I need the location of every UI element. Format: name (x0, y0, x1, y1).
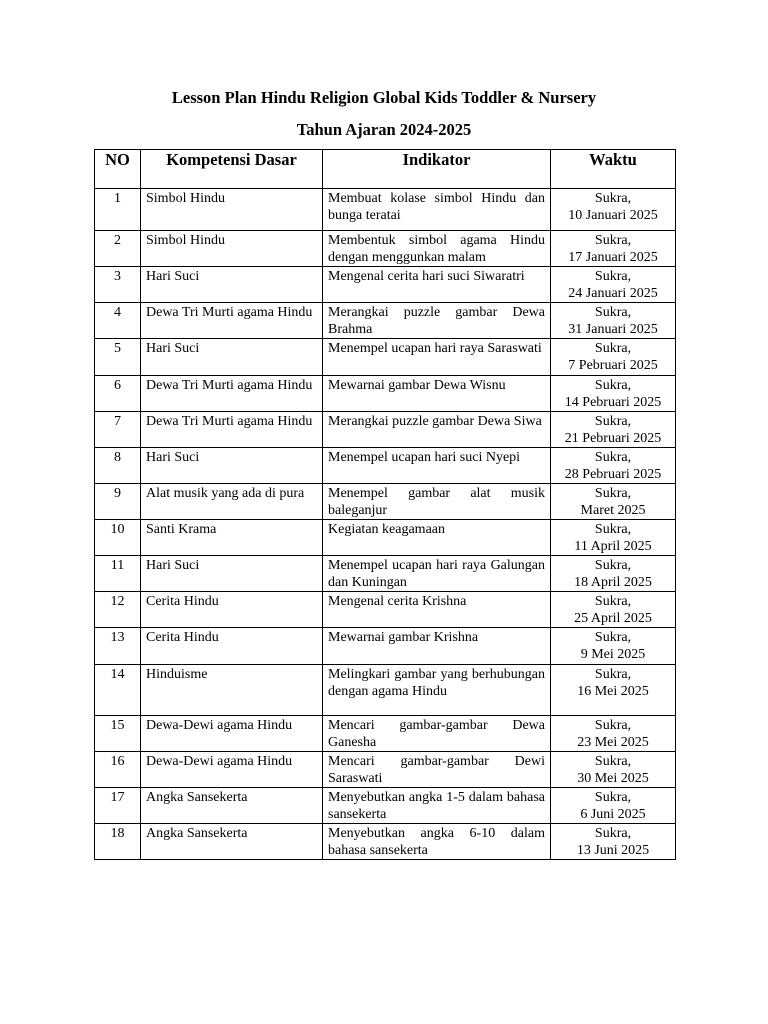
waktu-hari: Sukra, (594, 269, 632, 284)
waktu-hari: Sukra, (594, 594, 632, 609)
cell-no: 7 (95, 412, 141, 448)
cell-no: 2 (95, 231, 141, 267)
cell-no: 3 (95, 267, 141, 303)
table-row (95, 412, 676, 448)
waktu-hari: Sukra, (594, 754, 632, 769)
cell-waktu (551, 303, 676, 339)
table-row (95, 788, 676, 824)
waktu-hari: Sukra, (594, 558, 632, 573)
document-subtitle: Tahun Ajaran 2024-2025 (296, 120, 472, 139)
cell-indikator: Menempel gambar alat musik baleganjur (323, 484, 551, 520)
cell-indikator: Merangkai puzzle gambar Dewa Brahma (323, 303, 551, 339)
waktu-tanggal: 16 Mei 2025 (577, 684, 649, 699)
cell-no: 5 (95, 339, 141, 376)
cell-kompetensi-dasar: Dewa Tri Murti agama Hindu (141, 412, 323, 448)
cell-no: 16 (95, 752, 141, 788)
cell-indikator: Menempel ucapan hari suci Nyepi (323, 448, 551, 484)
cell-no: 12 (95, 592, 141, 628)
waktu-tanggal: 24 Januari 2025 (568, 286, 658, 301)
cell-kompetensi-dasar: Hari Suci (141, 448, 323, 484)
cell-no: 1 (95, 189, 141, 231)
waktu-tanggal: Maret 2025 (580, 503, 646, 518)
cell-kompetensi-dasar: Cerita Hindu (141, 628, 323, 665)
waktu-tanggal: 21 Pebruari 2025 (564, 431, 662, 446)
table-row (95, 231, 676, 267)
waktu-hari: Sukra, (594, 450, 632, 465)
waktu-tanggal: 18 April 2025 (574, 575, 652, 590)
cell-kompetensi-dasar: Dewa-Dewi agama Hindu (141, 752, 323, 788)
cell-indikator: Melingkari gambar yang berhubungan dengan agama Hindu (323, 665, 551, 716)
cell-waktu (551, 592, 676, 628)
document-title: Lesson Plan Hindu Religion Global Kids Toddler & Nursery (171, 88, 597, 107)
table-row (95, 520, 676, 556)
waktu-hari: Sukra, (594, 667, 632, 682)
cell-kompetensi-dasar: Dewa-Dewi agama Hindu (141, 716, 323, 752)
cell-indikator: Mengenal cerita Krishna (323, 592, 551, 628)
header-indikator: Indikator (323, 150, 551, 189)
waktu-tanggal: 28 Pebruari 2025 (564, 467, 662, 482)
waktu-tanggal: 25 April 2025 (574, 611, 652, 626)
cell-indikator: Merangkai puzzle gambar Dewa Siwa (323, 412, 551, 448)
waktu-tanggal: 30 Mei 2025 (577, 771, 649, 786)
waktu-hari: Sukra, (594, 341, 632, 356)
cell-indikator: Mengenal cerita hari suci Siwaratri (323, 267, 551, 303)
cell-no: 9 (95, 484, 141, 520)
cell-no: 13 (95, 628, 141, 665)
table-row (95, 824, 676, 860)
cell-indikator: Kegiatan keagamaan (323, 520, 551, 556)
cell-indikator: Menyebutkan angka 1-5 dalam bahasa sansekerta (323, 788, 551, 824)
cell-kompetensi-dasar: Simbol Hindu (141, 231, 323, 267)
cell-indikator: Mewarnai gambar Dewa Wisnu (323, 376, 551, 412)
waktu-hari: Sukra, (594, 718, 632, 733)
table-row (95, 484, 676, 520)
cell-waktu (551, 628, 676, 665)
cell-waktu (551, 556, 676, 592)
cell-kompetensi-dasar: Dewa Tri Murti agama Hindu (141, 376, 323, 412)
cell-indikator: Mencari gambar-gambar Dewa Ganesha (323, 716, 551, 752)
cell-waktu (551, 788, 676, 824)
cell-kompetensi-dasar: Santi Krama (141, 520, 323, 556)
cell-kompetensi-dasar: Angka Sansekerta (141, 824, 323, 860)
cell-waktu (551, 448, 676, 484)
table-row (95, 665, 676, 716)
waktu-hari: Sukra, (594, 522, 632, 537)
waktu-tanggal: 17 Januari 2025 (568, 250, 658, 265)
waktu-tanggal: 7 Pebruari 2025 (568, 358, 658, 373)
table-header-row (95, 150, 676, 189)
table-body (95, 189, 676, 860)
cell-indikator: Mencari gambar-gambar Dewi Saraswati (323, 752, 551, 788)
waktu-hari: Sukra, (594, 486, 632, 501)
cell-kompetensi-dasar: Angka Sansekerta (141, 788, 323, 824)
waktu-hari: Sukra, (594, 191, 632, 206)
waktu-tanggal: 9 Mei 2025 (580, 647, 646, 662)
table-row (95, 303, 676, 339)
cell-kompetensi-dasar: Alat musik yang ada di pura (141, 484, 323, 520)
cell-kompetensi-dasar: Simbol Hindu (141, 189, 323, 231)
table-row (95, 716, 676, 752)
cell-no: 4 (95, 303, 141, 339)
table-row (95, 448, 676, 484)
cell-waktu (551, 520, 676, 556)
cell-waktu (551, 339, 676, 376)
table-row (95, 376, 676, 412)
cell-indikator: Menempel ucapan hari raya Saraswati (323, 339, 551, 376)
table-row (95, 628, 676, 665)
cell-no: 17 (95, 788, 141, 824)
cell-waktu (551, 267, 676, 303)
waktu-tanggal: 13 Juni 2025 (576, 843, 650, 858)
waktu-tanggal: 11 April 2025 (574, 539, 652, 554)
cell-no: 11 (95, 556, 141, 592)
cell-waktu (551, 752, 676, 788)
cell-kompetensi-dasar: Hari Suci (141, 267, 323, 303)
cell-indikator: Menyebutkan angka 6-10 dalam bahasa sansekerta (323, 824, 551, 860)
waktu-tanggal: 31 Januari 2025 (568, 322, 658, 337)
cell-no: 8 (95, 448, 141, 484)
table-row (95, 339, 676, 376)
waktu-hari: Sukra, (594, 305, 632, 320)
cell-indikator: Membentuk simbol agama Hindu dengan menggunkan malam (323, 231, 551, 267)
cell-kompetensi-dasar: Hari Suci (141, 556, 323, 592)
waktu-hari: Sukra, (594, 378, 632, 393)
waktu-tanggal: 10 Januari 2025 (568, 208, 658, 223)
table-row (95, 267, 676, 303)
header-waktu: Waktu (551, 150, 676, 189)
lesson-plan-table (94, 149, 676, 860)
waktu-hari: Sukra, (594, 414, 632, 429)
cell-indikator: Menempel ucapan hari raya Galungan dan Kuningan (323, 556, 551, 592)
cell-waktu (551, 716, 676, 752)
table-row (95, 189, 676, 231)
table-row (95, 556, 676, 592)
cell-indikator: Mewarnai gambar Krishna (323, 628, 551, 665)
cell-no: 14 (95, 665, 141, 716)
header-kompetensi-dasar: Kompetensi Dasar (141, 150, 323, 189)
cell-waktu (551, 189, 676, 231)
cell-kompetensi-dasar: Hari Suci (141, 339, 323, 376)
cell-waktu (551, 412, 676, 448)
waktu-tanggal: 14 Pebruari 2025 (564, 395, 662, 410)
table-row (95, 592, 676, 628)
cell-no: 6 (95, 376, 141, 412)
waktu-hari: Sukra, (594, 233, 632, 248)
cell-no: 10 (95, 520, 141, 556)
cell-kompetensi-dasar: Dewa Tri Murti agama Hindu (141, 303, 323, 339)
cell-no: 15 (95, 716, 141, 752)
header-no: NO (95, 150, 141, 189)
waktu-tanggal: 23 Mei 2025 (577, 735, 649, 750)
cell-waktu (551, 231, 676, 267)
waktu-hari: Sukra, (594, 790, 632, 805)
cell-waktu (551, 376, 676, 412)
cell-no: 18 (95, 824, 141, 860)
cell-waktu (551, 484, 676, 520)
cell-kompetensi-dasar: Hinduisme (141, 665, 323, 716)
waktu-hari: Sukra, (594, 630, 632, 645)
cell-waktu (551, 824, 676, 860)
table-row (95, 752, 676, 788)
cell-indikator: Membuat kolase simbol Hindu dan bunga teratai (323, 189, 551, 231)
waktu-tanggal: 6 Juni 2025 (580, 807, 646, 822)
waktu-hari: Sukra, (594, 826, 632, 841)
cell-kompetensi-dasar: Cerita Hindu (141, 592, 323, 628)
cell-waktu (551, 665, 676, 716)
